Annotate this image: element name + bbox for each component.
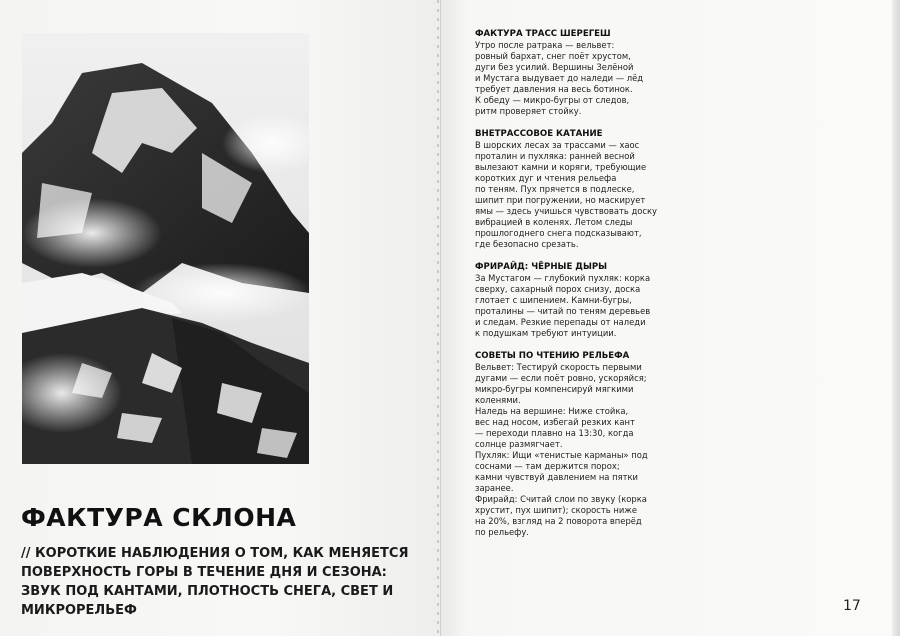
section-heading: ВНЕТРАССОВОЕ КАТАНИЕ: [475, 129, 603, 139]
section-body: Вельвет: Тестируй скорость первыми дугами — если поёт ровно, ускоряйся; микро-бугры компенсируй мягкими коленями. Наледь на вершине: Ниже стойка, вес над носом, избегай резких кант — переходи плавно на 13:30, когда солнце размягчает. Пухляк: Ищи «тенистые карманы» под соснами — там держится порох; камни чувствуй давлением на пятки заранее. Фрирайд: Считай слои по звуку (корка хрустит, пух шипит); скорость ниже на 20%, взгляд на 2 поворота вперёд по рельефу.: [475, 362, 648, 537]
section-body: В шорских лесах за трассами — хаос проталин и пухляка: ранней весной вылезают камни и коряги, требующие коротких дуг и чтения рельефа по теням. Пух прячется в подлеске, шипит при погружении, но маскирует ямы — здесь учишься чувствовать доску вибрацией в коленях. Летом следы прошлогоднего снега подсказывают, где безопасно срезать.: [475, 140, 657, 249]
page-title: ФАКТУРА СКЛОНА: [21, 503, 297, 532]
section-trails: [475, 29, 680, 117]
section-body: За Мустагом — глубокий пухляк: корка сверху, сахарный порох снизу, доска глотает с шипением. Камни-бугры, проталины — читай по теням деревьев и следам. Резкие перепады от наледи к подушкам требуют интуиции.: [475, 273, 651, 338]
section-offpiste: [475, 129, 680, 250]
section-body: Утро после ратрака — вельвет: ровный бархат, снег поёт хрустом, дуги без усилий. Вершины Зелёной и Мустага выдувает до наледи — лёд требует давления на весь ботинок. К обеду — микро-бугры от следов, ритм проверяет стойку.: [475, 40, 644, 116]
section-tips: [475, 351, 680, 538]
page-edge: [892, 0, 900, 636]
mountain-photo: [22, 33, 309, 464]
binding-stitch: [437, 0, 439, 636]
text-column: [475, 29, 680, 550]
section-heading: СОВЕТЫ ПО ЧТЕНИЮ РЕЛЬЕФА: [475, 351, 630, 361]
page-number: 17: [843, 598, 861, 614]
section-heading: ФРИРАЙД: ЧЁРНЫЕ ДЫРЫ: [475, 262, 608, 272]
section-freeride: [475, 262, 680, 339]
page-subtitle: // КОРОТКИЕ НАБЛЮДЕНИЯ О ТОМ, КАК МЕНЯЕТСЯ ПОВЕРХНОСТЬ ГОРЫ В ТЕЧЕНИЕ ДНЯ И СЕЗОНА: ЗВУК ПОД КАНТАМИ, ПЛОТНОСТЬ СНЕГА, СВЕТ И МИКРОРЕЛЬЕФ: [21, 546, 409, 618]
left-page: [0, 0, 440, 636]
section-heading: ФАКТУРА ТРАСС ШЕРЕГЕШ: [475, 29, 611, 39]
